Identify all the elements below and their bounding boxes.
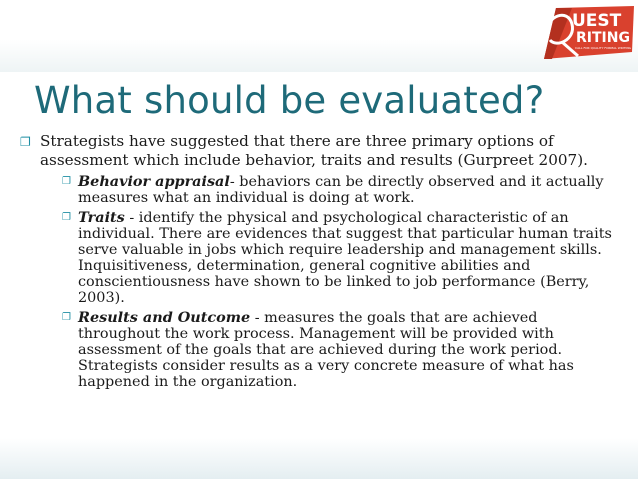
subbullet-results-and-outcome xyxy=(62,310,620,390)
logo-tagline: CALL FOR QUALITY FORMAL WRITING xyxy=(575,46,632,50)
bullet-icon: ❐ xyxy=(62,212,71,223)
subpoint-text: - behaviors can be directly observed and it actually measures what an individual is doing at work. xyxy=(78,174,604,206)
subpoint-text: - measures the goals that are achieved throughout the work process. Management will be provided with assessment of the goals that are achieved during the work period. Strategists consider results as a very concrete measure of what has happened in the organization. xyxy=(78,310,574,390)
subpoint-term: Behavior appraisal xyxy=(78,173,230,190)
bullet-icon: ❐ xyxy=(62,312,71,323)
logo-line2: RITING xyxy=(576,30,630,46)
bullet-icon: ❐ xyxy=(62,176,71,187)
logo-line1: UEST xyxy=(572,11,622,31)
subpoint-term: Traits xyxy=(78,209,125,226)
slide-footer-band xyxy=(0,438,638,479)
bullet-intro xyxy=(20,132,620,170)
subpoint-term: Results and Outcome xyxy=(78,309,251,326)
slide-content xyxy=(20,132,620,390)
subbullet-traits xyxy=(62,210,620,306)
subbullet-behavior-appraisal xyxy=(62,174,620,206)
bullet-icon: ❐ xyxy=(20,135,31,149)
intro-text: Strategists have suggested that there are three primary options of assessment which include behavior, traits and results (Gurpreet 2007). xyxy=(40,132,588,169)
subpoint-text: - identify the physical and psychological characteristic of an individual. There are evidences that suggest that particular human traits serve valuable in jobs which require leadership and management skills. Inquisitiveness, determination, general cognitive abilities and conscientiousness have shown to be linked to job performance (Berry, 2003). xyxy=(78,210,612,306)
slide-title: What should be evaluated? xyxy=(34,79,545,122)
quest-writing-logo xyxy=(542,2,636,60)
